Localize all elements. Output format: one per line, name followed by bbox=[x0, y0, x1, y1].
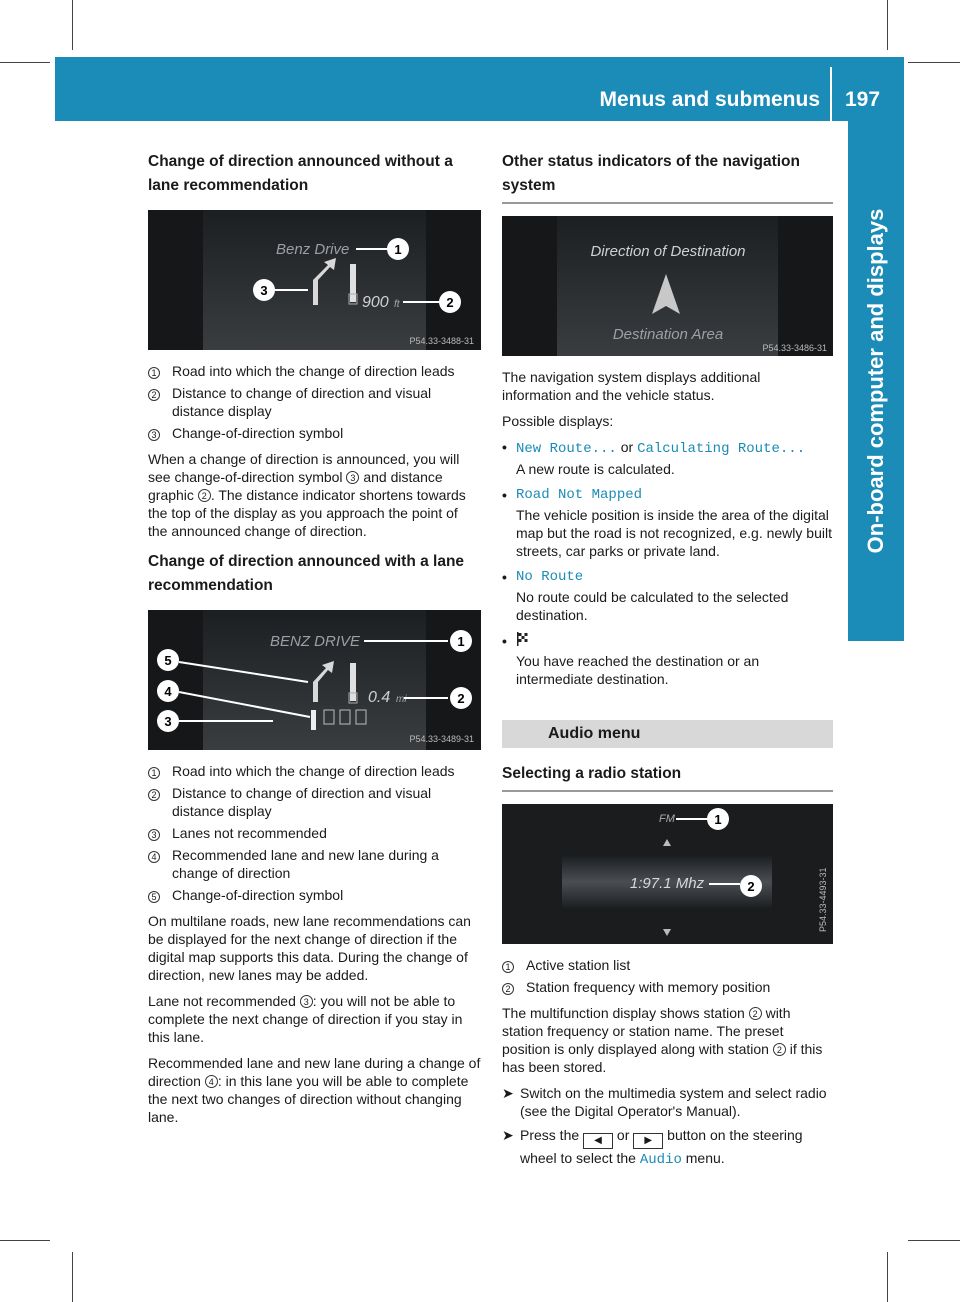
audio-menu-label: Audio bbox=[639, 1152, 682, 1168]
legend-item: 1 Active station list bbox=[502, 956, 833, 974]
list-item-desc: A new route is calculated. bbox=[516, 461, 675, 477]
legend-item: 4 Recommended lane and new lane during a change of direction bbox=[148, 846, 481, 882]
svg-text:5: 5 bbox=[164, 653, 172, 668]
destination-area-label: Destination Area bbox=[612, 326, 724, 343]
list-item-desc: The vehicle position is inside the area of the digital map but the road is not recognized, e.g. newly built streets, car parks or private land. bbox=[516, 507, 832, 559]
figure-code: P54.33-3489-31 bbox=[409, 734, 474, 744]
crop-mark bbox=[0, 62, 50, 63]
paragraph: The navigation system displays additional information and the vehicle status. bbox=[502, 369, 761, 403]
list-item: • No Route bbox=[502, 569, 584, 585]
crop-mark bbox=[908, 1240, 960, 1241]
section-title: Menus and submenus bbox=[599, 88, 820, 111]
svg-text:2: 2 bbox=[457, 691, 465, 706]
svg-text:3: 3 bbox=[164, 714, 172, 729]
svg-text:2: 2 bbox=[747, 879, 755, 894]
paragraph: When a change of direction is announced, you will see change-of-direction symbol 3 and distance graphic 2 . The distance indicator shortens towards the top of the display as you approach the point of the announced change of direction. bbox=[148, 451, 466, 539]
checkered-flag-icon bbox=[516, 632, 528, 646]
crop-mark bbox=[908, 62, 960, 63]
section-bar-audio: Audio menu bbox=[502, 720, 833, 748]
legend-item: 1 Road into which the change of direction leads bbox=[148, 762, 481, 780]
figure-radio bbox=[502, 804, 833, 944]
crop-mark bbox=[72, 1252, 73, 1302]
svg-text:3: 3 bbox=[260, 283, 268, 298]
distance-bar bbox=[350, 663, 356, 701]
step-item: ➤ Switch on the multimedia system and select radio (see the Digital Operator's Manual). bbox=[502, 1085, 827, 1119]
crop-mark bbox=[887, 0, 888, 50]
figure-destination bbox=[502, 216, 833, 356]
heading-with-lane: Change of direction announced with a lane recommendation bbox=[148, 553, 465, 594]
legend-item: 3 Lanes not recommended bbox=[148, 824, 481, 842]
paragraph: Lane not recommended 3 : you will not be able to complete the next change of direction if you stay in this lane. bbox=[148, 993, 463, 1045]
lane-arrow-icon bbox=[311, 710, 316, 730]
crop-mark bbox=[72, 0, 73, 50]
legend-item: 1 Road into which the change of direction leads bbox=[148, 362, 481, 380]
side-tab-label: On-board computer and displays bbox=[863, 208, 888, 554]
distance-value: 900 bbox=[362, 294, 389, 311]
step-item: ➤ Press the ◀ or ▶ button on the steering wheel to select the Audio menu. bbox=[502, 1127, 803, 1168]
station-frequency: 1:97.1 Mhz bbox=[629, 875, 705, 892]
legend-item: 2 Distance to change of direction and visual distance display bbox=[148, 784, 481, 820]
direction-label: Direction of Destination bbox=[590, 243, 746, 260]
heading-radio-station: Selecting a radio station bbox=[502, 762, 833, 792]
svg-text:2: 2 bbox=[446, 295, 454, 310]
legend-item: 2 Distance to change of direction and visual distance display bbox=[148, 384, 481, 420]
crop-mark bbox=[0, 1240, 50, 1241]
paragraph: Possible displays: bbox=[502, 413, 614, 429]
list-item: • New Route... or Calculating Route... bbox=[502, 439, 806, 457]
svg-text:1: 1 bbox=[714, 812, 722, 827]
svg-text:4: 4 bbox=[164, 684, 172, 699]
right-button-icon: ▶ bbox=[633, 1133, 663, 1149]
crop-mark bbox=[887, 1252, 888, 1302]
page-number: 197 bbox=[845, 88, 881, 111]
svg-text:1: 1 bbox=[394, 242, 402, 257]
side-tab-label-wrap bbox=[848, 121, 904, 641]
right-column bbox=[502, 150, 833, 1175]
heading-no-lane: Change of direction announced without a lane recommendation bbox=[148, 153, 453, 194]
svg-text:1: 1 bbox=[457, 634, 465, 649]
header-separator bbox=[830, 67, 832, 121]
road-name: Benz Drive bbox=[276, 241, 350, 258]
list-item-desc: You have reached the destination or an intermediate destination. bbox=[516, 653, 760, 687]
distance-bar bbox=[350, 264, 356, 302]
road-name: BENZ DRIVE bbox=[270, 633, 361, 650]
figure-direction-with-lane bbox=[148, 610, 481, 750]
list-item: • Road Not Mapped bbox=[502, 487, 643, 503]
heading-status-indicators: Other status indicators of the navigation system bbox=[502, 150, 833, 204]
legend-item: 2 Station frequency with memory position bbox=[502, 978, 833, 996]
list-item-desc: No route could be calculated to the selected destination. bbox=[516, 589, 789, 623]
legend-item: 5 Change-of-direction symbol bbox=[148, 886, 481, 904]
left-button-icon: ◀ bbox=[583, 1133, 613, 1149]
page-header bbox=[55, 57, 904, 121]
figure-code: P54.33-3486-31 bbox=[762, 343, 827, 353]
left-column bbox=[148, 150, 481, 1134]
band-label: FM bbox=[659, 813, 675, 825]
paragraph: The multifunction display shows station 2 with station frequency or station name. The preset position is only displayed along with station 2 if this has been stored. bbox=[502, 1005, 823, 1075]
figure-direction-no-lane bbox=[148, 210, 481, 350]
legend-item: 3 Change-of-direction symbol bbox=[148, 424, 481, 442]
paragraph: On multilane roads, new lane recommendations can be displayed for the next change of direction if the digital map supports this data. During the change of direction, new lanes may be added. bbox=[148, 913, 471, 983]
distance-value: 0.4 bbox=[368, 689, 391, 706]
side-tab-block bbox=[848, 591, 904, 641]
list-item: • bbox=[502, 632, 833, 650]
paragraph: Recommended lane and new lane during a change of direction 4 : in this lane you will be able to complete the next two changes of direction without changing lane. bbox=[148, 1055, 481, 1125]
figure-code: P54.33-3488-31 bbox=[409, 336, 474, 346]
distance-unit: mi bbox=[396, 694, 407, 705]
distance-unit: ft bbox=[394, 299, 400, 310]
figure-code: P54.33-4493-31 bbox=[818, 867, 828, 932]
